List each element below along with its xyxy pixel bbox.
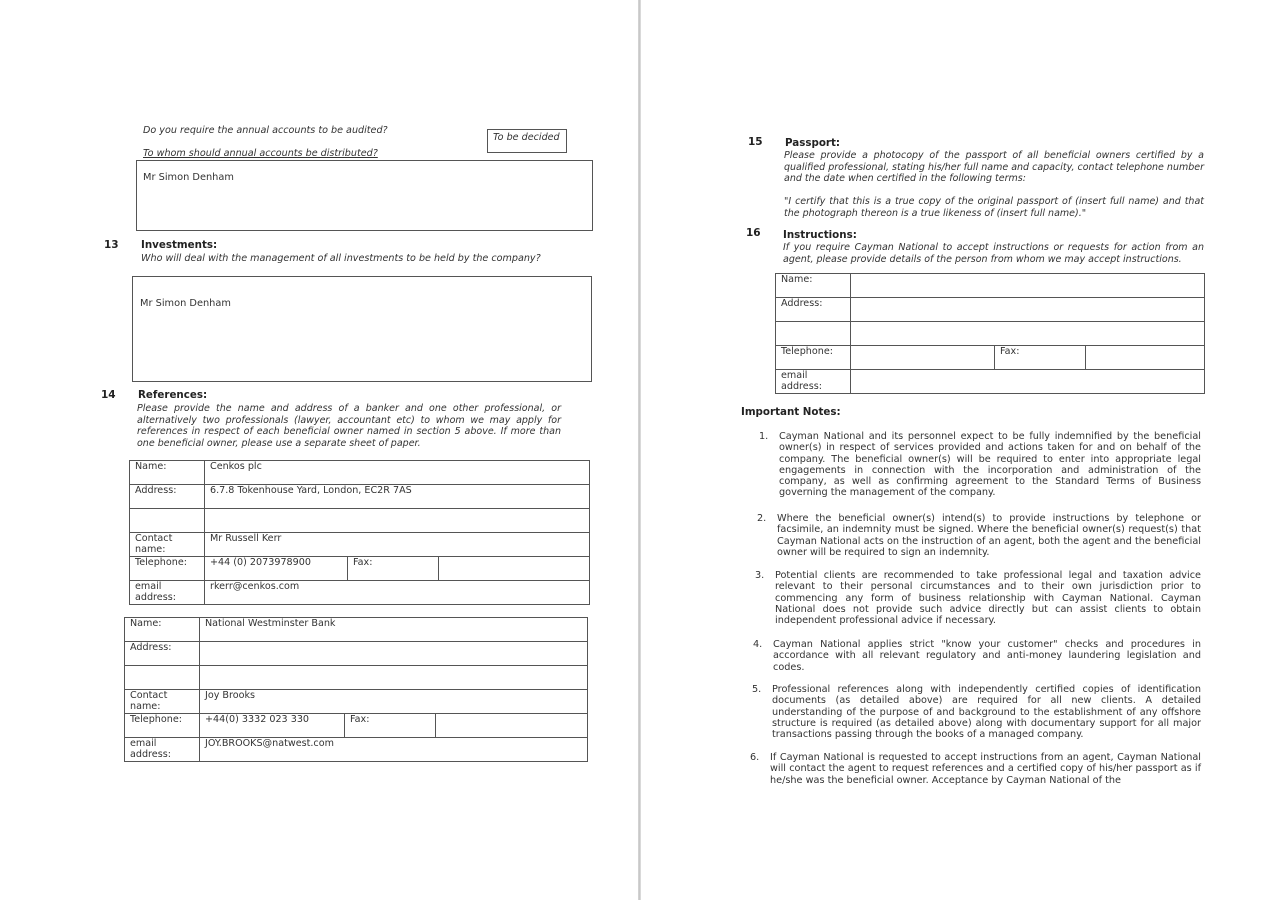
ref1-address-blank xyxy=(130,509,205,533)
ref2-telephone-label: Telephone: xyxy=(125,714,200,738)
note-4 xyxy=(753,639,1201,673)
ref1-address-label: Address: xyxy=(130,485,205,509)
note-1-text: Cayman National and its personnel expect to be fully indemnified by the beneficial owner(s) in respect of services provided and actions taken for and on behalf of the company. The beneficial owner(s) will be required to enter into appropriate legal engagements in connection with the incorporation and administration of the company, as well as confirming agreement to the Standard Terms of Business governing the management of the company. xyxy=(779,431,1201,499)
agent-fax-label: Fax: xyxy=(995,346,1086,370)
left-page xyxy=(0,0,638,900)
ref2-fax-label: Fax: xyxy=(345,714,436,738)
ref1-address-value: 6.7.8 Tokenhouse Yard, London, EC2R 7AS xyxy=(205,485,590,509)
instructions-table xyxy=(775,273,1205,394)
note-6 xyxy=(750,752,1201,786)
note-1-number: 1. xyxy=(759,431,769,442)
note-2-text: Where the beneficial owner(s) intend(s) to provide instructions by telephone or facsimile, an indemnity must be signed. Where the beneficial owner(s) request(s) that Cayman National acts on the instruction of an agent, both the agent and the beneficial owner will be required to sign an indemnity. xyxy=(777,513,1201,558)
agent-email-label: email address: xyxy=(776,370,851,394)
ref2-email-label: email address: xyxy=(125,738,200,762)
ref2-address-blank xyxy=(125,666,200,690)
ref2-telephone-value: +44(0) 3332 023 330 xyxy=(200,714,345,738)
audit-question: Do you require the annual accounts to be audited? xyxy=(143,125,388,136)
agent-telephone-value xyxy=(851,346,995,370)
important-notes-title: Important Notes: xyxy=(741,406,841,418)
section-15-text: Please provide a photocopy of the passport of all beneficial owners certified by a qualified professional, stating his/her full name and capacity, contact telephone number and the date when certified in the following terms: xyxy=(784,150,1204,185)
ref2-contact-label: Contact name: xyxy=(125,690,200,714)
note-2-number: 2. xyxy=(757,513,767,524)
ref2-address-value xyxy=(200,642,588,666)
ref1-contact-value: Mr Russell Kerr xyxy=(205,533,590,557)
section-15-quote: "I certify that this is a true copy of the original passport of (insert full name) and that the photograph thereon is a true likeness of (insert full name)." xyxy=(784,196,1204,219)
investments-answer-box xyxy=(132,276,592,382)
note-4-number: 4. xyxy=(753,639,763,650)
section-16-text: If you require Cayman National to accept instructions or requests for action from an agent, please provide details of the person from whom we may accept instructions. xyxy=(783,242,1204,265)
agent-telephone-label: Telephone: xyxy=(776,346,851,370)
ref1-fax-value xyxy=(439,557,590,581)
note-2 xyxy=(757,513,1201,558)
agent-address-value xyxy=(851,298,1205,322)
agent-email-value xyxy=(851,370,1205,394)
investments-answer: Mr Simon Denham xyxy=(140,298,231,309)
ref2-name-label: Name: xyxy=(125,618,200,642)
right-page xyxy=(641,0,1280,900)
ref1-address-line2 xyxy=(205,509,590,533)
section-14-heading: References: xyxy=(138,389,208,401)
ref2-email-value: JOY.BROOKS@natwest.com xyxy=(200,738,588,762)
audit-answer-box: To be decided xyxy=(487,129,567,153)
ref1-name-label: Name: xyxy=(130,461,205,485)
agent-name-value xyxy=(851,274,1205,298)
agent-name-label: Name: xyxy=(776,274,851,298)
ref1-telephone-label: Telephone: xyxy=(130,557,205,581)
note-3-text: Potential clients are recommended to take professional legal and taxation advice relevant to their personal circumstances and to their own jurisdiction prior to commencing any form of business relationship with Cayman National. Cayman National does not provide such advice directly but can assist clients to obtain independent professional advice if necessary. xyxy=(775,570,1201,627)
ref2-contact-value: Joy Brooks xyxy=(200,690,588,714)
reference-1-table xyxy=(129,460,590,605)
ref1-email-value: rkerr@cenkos.com xyxy=(205,581,590,605)
section-15-heading: Passport: xyxy=(785,137,841,149)
ref1-email-label: email address: xyxy=(130,581,205,605)
note-5-number: 5. xyxy=(752,684,762,695)
ref1-fax-label: Fax: xyxy=(348,557,439,581)
note-5 xyxy=(752,684,1201,741)
agent-address-line2 xyxy=(851,322,1205,346)
ref1-contact-label: Contact name: xyxy=(130,533,205,557)
section-14-number: 14 xyxy=(101,389,116,401)
note-1 xyxy=(759,431,1201,499)
section-13-question: Who will deal with the management of all investments to be held by the company? xyxy=(141,253,541,264)
section-16-number: 16 xyxy=(746,227,761,239)
agent-address-blank xyxy=(776,322,851,346)
agent-fax-value xyxy=(1086,346,1205,370)
note-6-number: 6. xyxy=(750,752,760,763)
section-16-heading: Instructions: xyxy=(783,229,857,241)
ref2-fax-value xyxy=(436,714,588,738)
ref2-name-value: National Westminster Bank xyxy=(200,618,588,642)
ref1-name-value: Cenkos plc xyxy=(205,461,590,485)
distribution-answer: Mr Simon Denham xyxy=(143,172,234,183)
distribution-question: To whom should annual accounts be distributed? xyxy=(143,148,378,159)
ref1-telephone-value: +44 (0) 2073978900 xyxy=(205,557,348,581)
distribution-answer-box xyxy=(136,160,593,231)
section-13-heading: Investments: xyxy=(141,239,218,251)
ref2-address-line2 xyxy=(200,666,588,690)
reference-2-table xyxy=(124,617,588,762)
section-13-number: 13 xyxy=(104,239,119,251)
section-14-text: Please provide the name and address of a banker and one other professional, or alternatively two professionals (lawyer, accountant etc) to whom we may apply for references in respect of each beneficial owner named in section 5 above. If more than one beneficial owner, please use a separate sheet of paper. xyxy=(137,403,561,449)
ref2-address-label: Address: xyxy=(125,642,200,666)
note-5-text: Professional references along with independently certified copies of identification documents (as detailed above) are required for all new clients. A detailed understanding of the purpose of and background to the establishment of any offshore structure is required (as detailed above) along with documentary support for all major transactions passing through the books of a managed company. xyxy=(772,684,1201,741)
note-4-text: Cayman National applies strict "know your customer" checks and procedures in accordance with all relevant regulatory and anti-money laundering legislation and codes. xyxy=(773,639,1201,673)
note-3-number: 3. xyxy=(755,570,765,581)
note-3 xyxy=(755,570,1201,627)
agent-address-label: Address: xyxy=(776,298,851,322)
section-15-number: 15 xyxy=(748,136,763,148)
note-6-text: If Cayman National is requested to accept instructions from an agent, Cayman National will contact the agent to request references and a certified copy of his/her passport as if he/she was the beneficial owner. Acceptance by Cayman National of the xyxy=(770,752,1201,786)
